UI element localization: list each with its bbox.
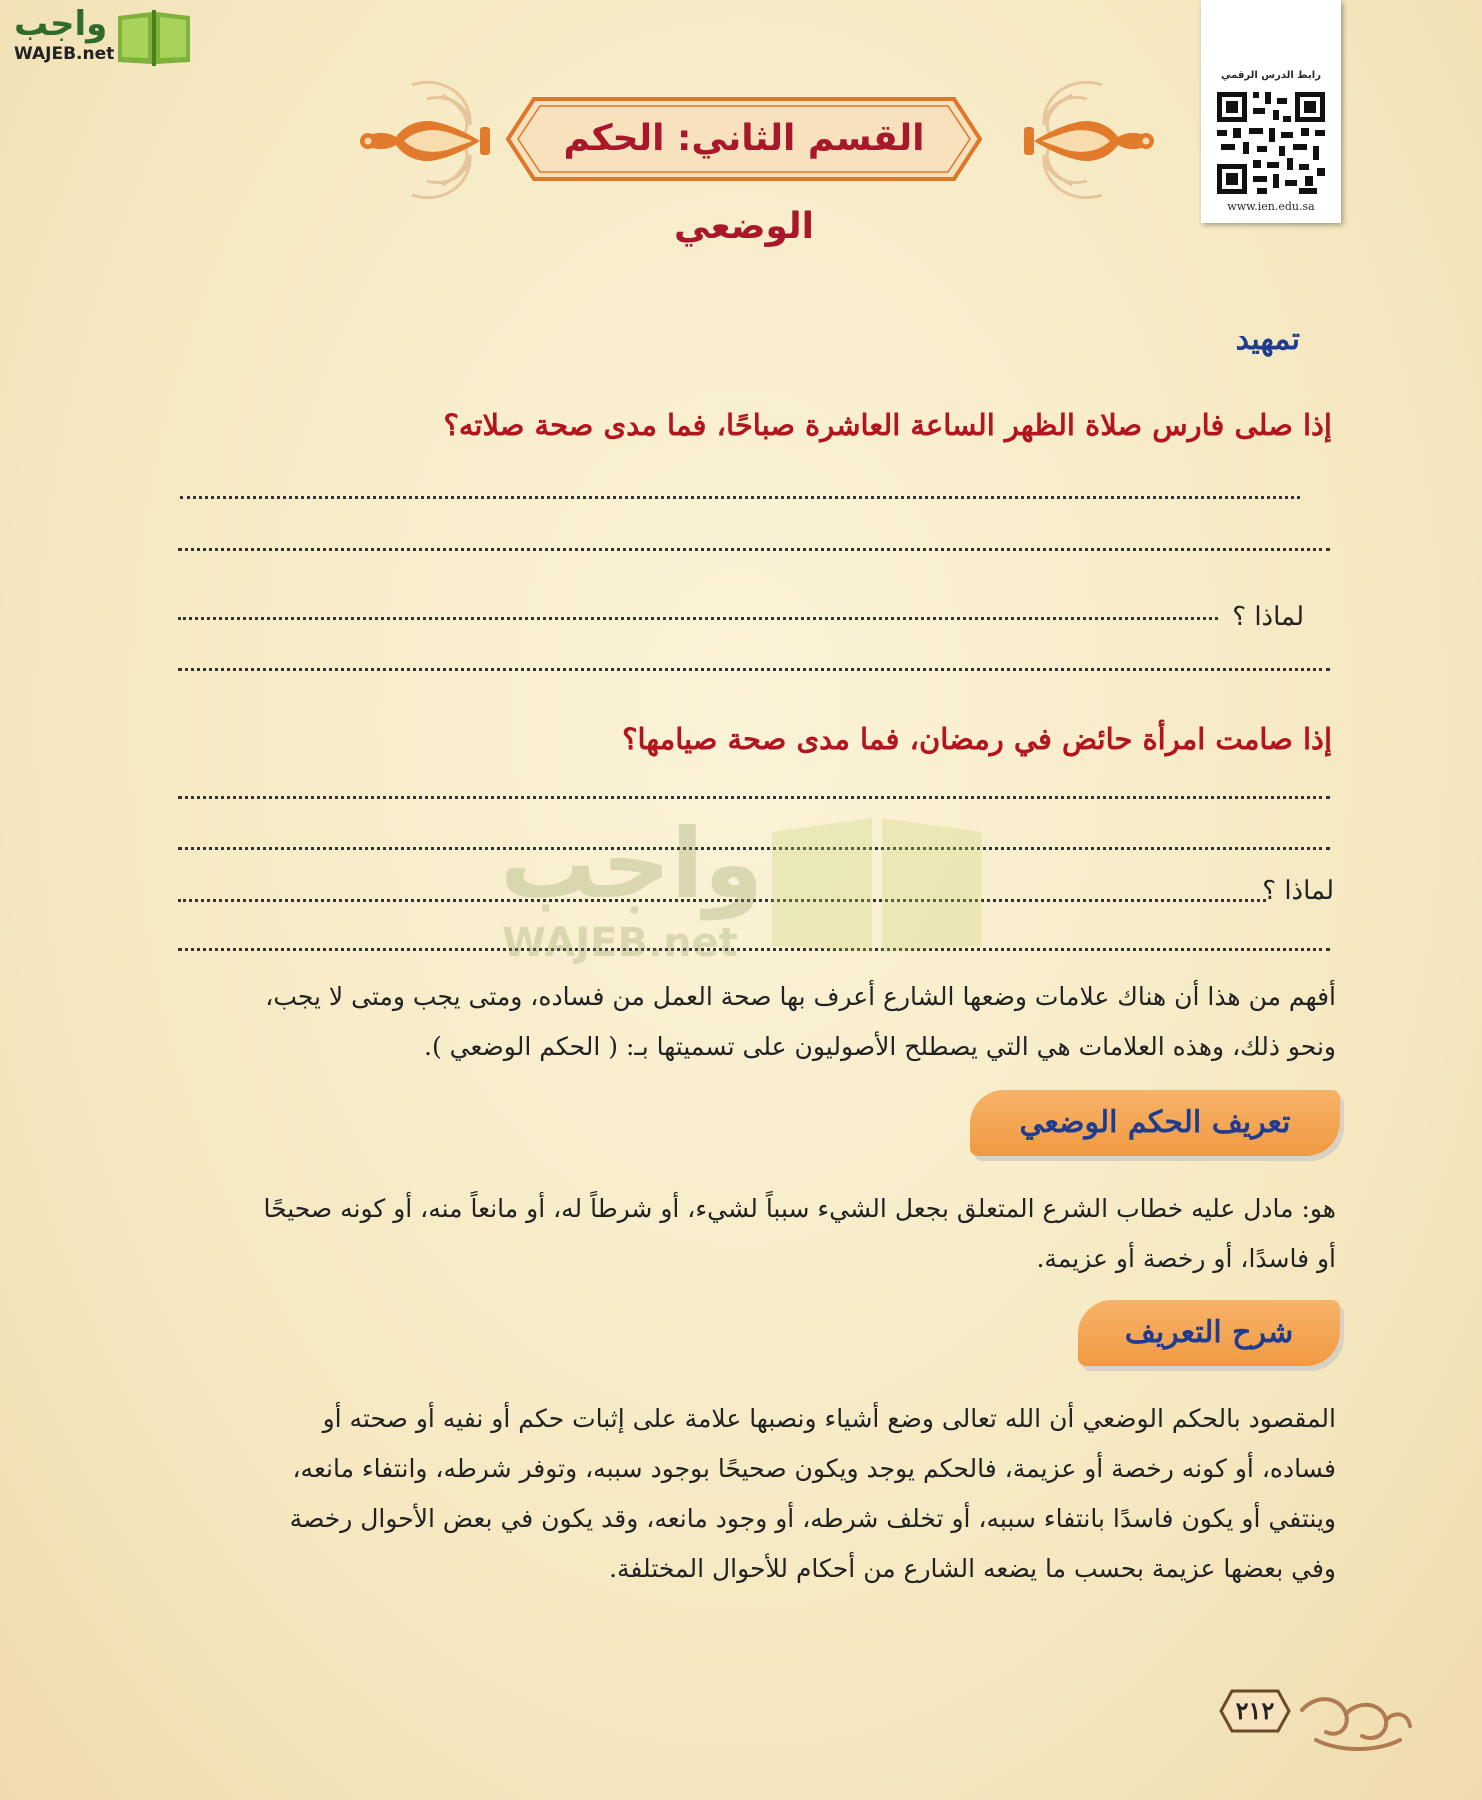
- logo-arabic-text: واجب: [14, 4, 108, 44]
- explanation-line-4: وفي بعضها عزيمة بحسب ما يضعه الشارع من أحكام للأحوال المختلفة.: [609, 1554, 1336, 1583]
- watermark-book-icon: [762, 808, 992, 958]
- definition-paragraph: [176, 1184, 1336, 1284]
- conclusion-line-1: أفهم من هذا أن هناك علامات وضعها الشارع أعرف بها صحة العمل من فساده، ومتى يجب ومتى لا يجب،: [265, 982, 1336, 1011]
- page-number-badge: [1218, 1688, 1292, 1734]
- section-title-banner: [504, 95, 984, 247]
- definition-heading-pill: [970, 1090, 1340, 1156]
- qr-code-icon: [1213, 88, 1329, 198]
- explanation-heading-pill: [1078, 1300, 1340, 1366]
- corner-ornament-icon: [1296, 1680, 1416, 1760]
- answer-line-1a[interactable]: [180, 496, 1300, 499]
- qr-label: رابط الدرس الرقمي: [1221, 70, 1321, 81]
- question-2: إذا صامت امرأة حائض في رمضان، فما مدى صحة صيامها؟: [622, 722, 1332, 756]
- logo-latin-text: WAJEB.net: [14, 44, 115, 64]
- answer-line-2a[interactable]: [178, 796, 1330, 799]
- question-1: إذا صلى فارس صلاة الظهر الساعة العاشرة صباحًا، فما مدى صحة صلاته؟: [443, 408, 1332, 442]
- right-ornament-icon: [1016, 75, 1162, 205]
- left-ornament-icon: [352, 75, 498, 205]
- qr-code-card[interactable]: [1201, 0, 1341, 223]
- definition-heading: تعريف الحكم الوضعي: [1019, 1105, 1291, 1140]
- why-label-1: لماذا ؟: [1232, 602, 1304, 632]
- explanation-line-3: وينتفي أو يكون فاسدًا بانتفاء سببه، أو تخلف شرطه، أو وجود مانعه، وقد يكون في بعض الأحوال رخصة: [289, 1504, 1336, 1533]
- center-watermark: [490, 808, 1010, 978]
- watermark-latin: WAJEB.net: [502, 920, 738, 966]
- intro-heading: تمهيد: [1235, 322, 1300, 357]
- explanation-heading: شرح التعريف: [1124, 1315, 1294, 1350]
- explanation-line-1: المقصود بالحكم الوضعي أن الله تعالى وضع أشياء ونصبها علامة على إثبات حكم أو نفيه أو صحته أو: [322, 1404, 1336, 1433]
- explanation-paragraph: [176, 1394, 1336, 1594]
- watermark-arabic: واجب: [500, 808, 764, 920]
- conclusion-line-2: ونحو ذلك، وهذه العلامات هي التي يصطلح الأصوليون على تسميتها بـ: ( الحكم الوضعي ).: [424, 1032, 1336, 1061]
- answer-line-1c[interactable]: [178, 668, 1330, 671]
- conclusion-paragraph: [176, 972, 1336, 1072]
- wajeb-logo[interactable]: [8, 4, 193, 70]
- section-title: القسم الثاني: الحكم الوضعي: [563, 118, 925, 247]
- book-icon: [114, 6, 194, 68]
- answer-line-1b[interactable]: [178, 548, 1330, 551]
- why-label-2: لماذا ؟: [1262, 876, 1334, 906]
- definition-line-1: هو: مادل عليه خطاب الشرع المتعلق بجعل الشيء سبباً لشيء، أو شرطاً له، أو مانعاً منه، أو كونه صحيحًا: [263, 1194, 1336, 1223]
- qr-url: www.ien.edu.sa: [1227, 200, 1315, 213]
- definition-line-2: أو فاسدًا، أو رخصة أو عزيمة.: [1036, 1244, 1336, 1273]
- explanation-line-2: فساده، أو كونه رخصة أو عزيمة، فالحكم يوجد ويكون صحيحًا بوجود سببه، وتوفر شرطه، وانتفاء مانعه،: [292, 1454, 1336, 1483]
- page-number: ٢١٢: [1235, 1696, 1275, 1725]
- why-line-1[interactable]: [178, 617, 1218, 620]
